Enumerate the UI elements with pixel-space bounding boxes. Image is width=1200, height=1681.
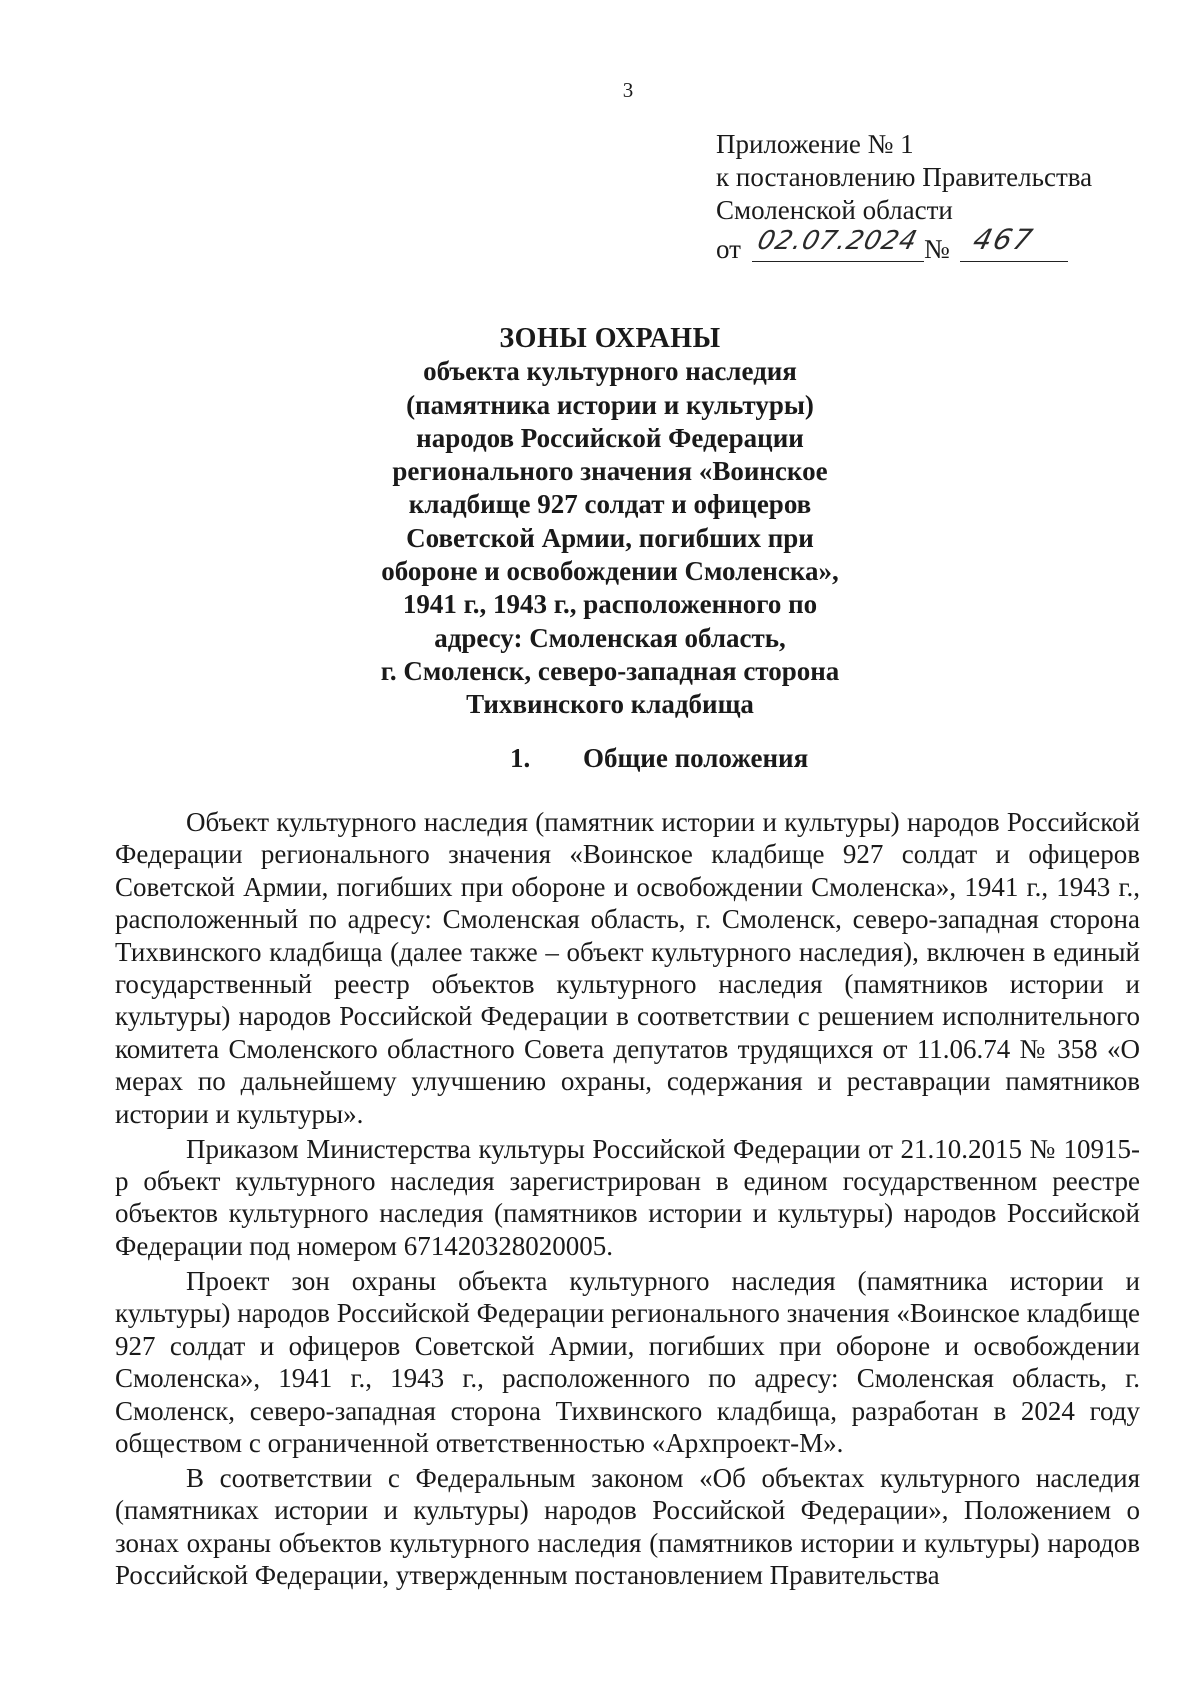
number-label: №: [924, 234, 950, 264]
page-number: 3: [622, 78, 634, 102]
appendix-header: [716, 128, 1156, 267]
paragraph: Проект зон охраны объекта культурного наследия (памятника истории и культуры) народов Российской Федерации регионального значения «Воинское кладбище 927 солдат и офицеров Советской Армии, погибших при обороне и освобождении Смоленска», 1941 г., 1943 г., расположенного по адресу: Смоленская область, г. Смоленск, северо-западная сторона Тихвинского кладбища, разработан в 2024 году обществом с ограниченной ответственностью «Архпроект-М».: [115, 1265, 1140, 1458]
title-line: обороне и освобождении Смоленска»,: [381, 556, 839, 587]
appendix-date-number-line: [716, 223, 1156, 267]
paragraph: Объект культурного наследия (памятник истории и культуры) народов Российской Федерации регионального значения «Воинское кладбище 927 солдат и офицеров Советской Армии, погибших при обороне и освобождении Смоленска», 1941 г., 1943 г., расположенный по адресу: Смоленская область, г. Смоленск, северо-западная сторона Тихвинского кладбища (далее также – объект культурного наследия), включен в единый государственный реестр объектов культурного наследия (памятников истории и культуры) народов Российской Федерации в соответствии с решением исполнительного комитета Смоленского областного Совета депутатов трудящихся от 11.06.74 № 358 «О мерах по дальнейшему улучшению охраны, содержания и реставрации памятников истории и культуры».: [115, 807, 1140, 1129]
paragraph: В соответствии с Федеральным законом «Об объектах культурного наследия (памятниках истории и культуры) народов Российской Федерации», Положением о зонах охраны объектов культурного наследия (памятников истории и культуры) народов Российской Федерации, утвержденным постановлением Правительства: [115, 1462, 1140, 1591]
title-line: (памятника истории и культуры): [406, 389, 814, 420]
title-line: народов Российской Федерации: [416, 422, 804, 453]
title-line: адресу: Смоленская область,: [434, 622, 786, 653]
title-line: Советской Армии, погибших при: [406, 522, 814, 553]
title-line: 1941 г., 1943 г., расположенного по: [402, 589, 818, 620]
appendix-line-3: Смоленской области: [716, 195, 953, 225]
section-title: Общие положения: [583, 743, 809, 773]
title-line: г. Смоленск, северо-западная сторона: [380, 655, 840, 686]
handwritten-date: 02.07.2024: [754, 226, 921, 256]
title-line: кладбище 927 солдат и офицеров: [408, 489, 812, 520]
from-label: от: [716, 234, 741, 264]
appendix-line-1: Приложение № 1: [716, 129, 914, 159]
title-line: Тихвинского кладбища: [466, 689, 754, 720]
body-text: [115, 806, 1140, 1594]
handwritten-number: 467: [969, 223, 1038, 256]
main-title: ЗОНЫ ОХРАНЫ: [499, 323, 721, 354]
section-number: 1.: [510, 743, 531, 773]
title-line: регионального значения «Воинское: [392, 456, 828, 487]
title-line: объекта культурного наследия: [423, 356, 797, 387]
appendix-line-2: к постановлению Правительства: [716, 162, 1093, 192]
document-title: [300, 322, 920, 722]
paragraph: Приказом Министерства культуры Российской Федерации от 21.10.2015 № 10915-р объект культурного наследия зарегистрирован в едином государственном реестре объектов культурного наследия (памятников истории и культуры) народов Российской Федерации под номером 671420328020005.: [115, 1133, 1140, 1261]
